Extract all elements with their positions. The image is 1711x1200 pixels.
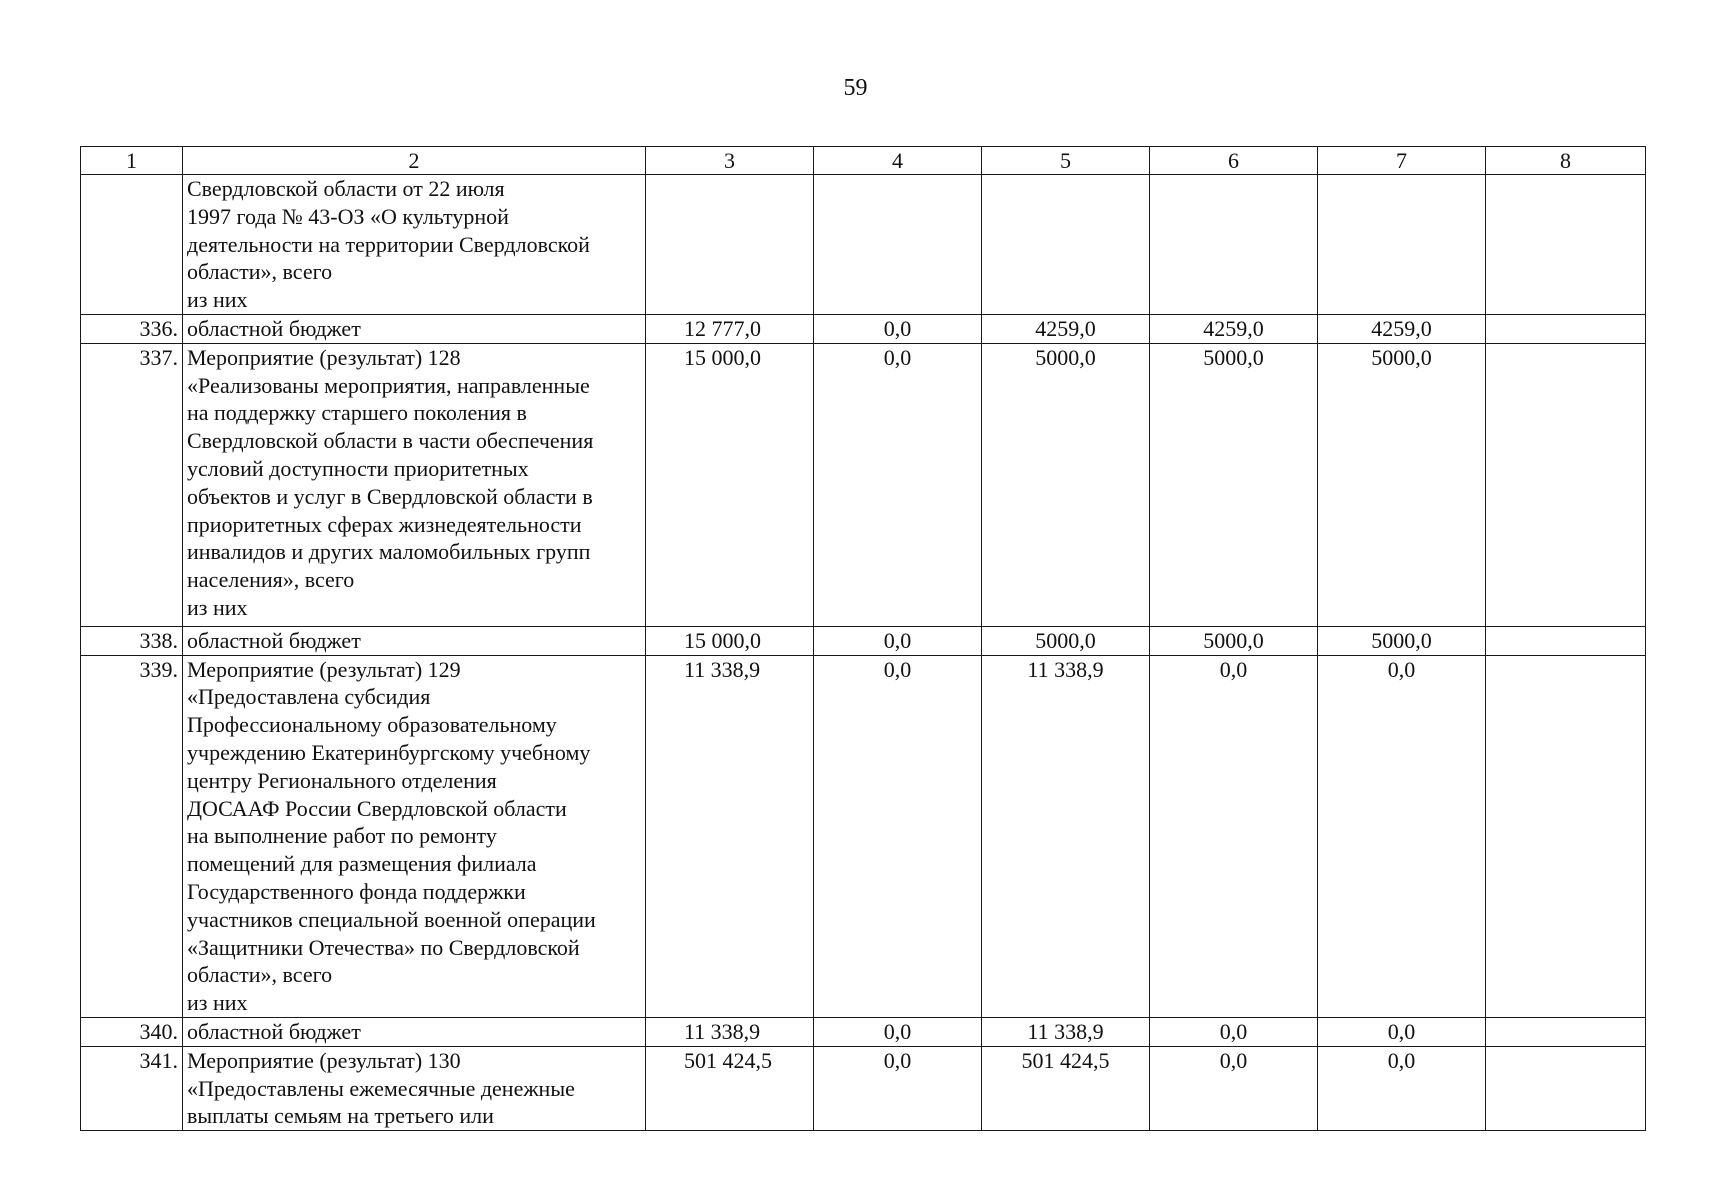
row-value-col7-cell — [1318, 175, 1486, 315]
row-value-col6-cell — [1150, 175, 1318, 315]
row-value-col7-cell: 0,0 — [1318, 655, 1486, 1017]
row-value-col8-cell — [1486, 626, 1646, 655]
row-value-col6-cell: 0,0 — [1150, 1046, 1318, 1130]
row-value-col6-cell: 4259,0 — [1150, 315, 1318, 344]
row-value-col5-cell: 4259,0 — [982, 315, 1150, 344]
row-value-col8-cell — [1486, 1046, 1646, 1130]
row-value-col4-cell: 0,0 — [814, 626, 982, 655]
row-number-cell: 340. — [81, 1017, 183, 1046]
row-number-cell: 341. — [81, 1046, 183, 1130]
row-value-col5-cell: 11 338,9 — [982, 1017, 1150, 1046]
row-value-col4-cell: 0,0 — [814, 1017, 982, 1046]
page-number: 59 — [843, 75, 868, 101]
row-description-cell: Мероприятие (результат) 130 «Предоставлены ежемесячные денежные выплаты семьям на третьего или — [183, 1046, 646, 1130]
table-row — [81, 655, 1646, 1017]
row-value-col7-cell: 5000,0 — [1318, 343, 1486, 626]
header-cell-5: 5 — [982, 147, 1150, 175]
row-value-col7-cell: 4259,0 — [1318, 315, 1486, 344]
table-row — [81, 1046, 1646, 1130]
row-number-cell: 338. — [81, 626, 183, 655]
row-value-col5-cell: 5000,0 — [982, 343, 1150, 626]
header-row — [81, 147, 1646, 175]
row-value-col6-cell: 5000,0 — [1150, 343, 1318, 626]
row-number-cell — [81, 175, 183, 315]
row-value-col3-cell — [646, 175, 814, 315]
row-description-cell: Мероприятие (результат) 129 «Предоставлена субсидия Профессиональному образовательному учреждению Екатеринбургскому учебному центру Регионального отделения ДОСААФ России Свердловской области на выполнение работ по ремонту помещений для размещения филиала Государственного фонда поддержки участников специальной военной операции «Защитники Отечества» по Свердловской области», всего из них — [183, 655, 646, 1017]
row-description-cell: областной бюджет — [183, 1017, 646, 1046]
header-cell-6: 6 — [1150, 147, 1318, 175]
header-cell-4: 4 — [814, 147, 982, 175]
row-value-col4-cell: 0,0 — [814, 1046, 982, 1130]
row-value-col6-cell: 0,0 — [1150, 1017, 1318, 1046]
table-row — [81, 626, 1646, 655]
header-cell-1: 1 — [81, 147, 183, 175]
row-value-col4-cell — [814, 175, 982, 315]
row-number-cell: 339. — [81, 655, 183, 1017]
row-value-col3-cell: 15 000,0 — [646, 343, 814, 626]
table-body — [81, 175, 1646, 1131]
row-value-col8-cell — [1486, 655, 1646, 1017]
row-value-col6-cell: 5000,0 — [1150, 626, 1318, 655]
row-value-col7-cell: 0,0 — [1318, 1046, 1486, 1130]
header-cell-8: 8 — [1486, 147, 1646, 175]
row-value-col3-cell: 15 000,0 — [646, 626, 814, 655]
row-value-col4-cell: 0,0 — [814, 343, 982, 626]
row-value-col7-cell: 0,0 — [1318, 1017, 1486, 1046]
row-number-cell: 336. — [81, 315, 183, 344]
row-value-col8-cell — [1486, 1017, 1646, 1046]
row-value-col7-cell: 5000,0 — [1318, 626, 1486, 655]
row-value-col4-cell: 0,0 — [814, 315, 982, 344]
table-row — [81, 315, 1646, 344]
header-cell-7: 7 — [1318, 147, 1486, 175]
row-value-col3-cell: 501 424,5 — [646, 1046, 814, 1130]
row-value-col5-cell: 11 338,9 — [982, 655, 1150, 1017]
header-cell-3: 3 — [646, 147, 814, 175]
row-value-col5-cell: 5000,0 — [982, 626, 1150, 655]
row-value-col3-cell: 12 777,0 — [646, 315, 814, 344]
row-description-cell: Мероприятие (результат) 128 «Реализованы мероприятия, направленные на поддержку старшего поколения в Свердловской области в части обеспечения условий доступности приоритетных объектов и услуг в Свердловской области в приоритетных сферах жизнедеятельности инвалидов и других маломобильных групп населения», всего из них — [183, 343, 646, 626]
table-row — [81, 343, 1646, 626]
row-value-col5-cell — [982, 175, 1150, 315]
table-row — [81, 175, 1646, 315]
header-cell-2: 2 — [183, 147, 646, 175]
row-description-cell: областной бюджет — [183, 626, 646, 655]
row-number-cell: 337. — [81, 343, 183, 626]
row-description-cell: областной бюджет — [183, 315, 646, 344]
row-value-col8-cell — [1486, 343, 1646, 626]
row-value-col6-cell: 0,0 — [1150, 655, 1318, 1017]
row-description-cell: Свердловской области от 22 июля 1997 года № 43-ОЗ «О культурной деятельности на территории Свердловской области», всего из них — [183, 175, 646, 315]
row-value-col4-cell: 0,0 — [814, 655, 982, 1017]
row-value-col3-cell: 11 338,9 — [646, 1017, 814, 1046]
budget-table — [80, 146, 1646, 1131]
row-value-col8-cell — [1486, 175, 1646, 315]
row-value-col8-cell — [1486, 315, 1646, 344]
row-value-col3-cell: 11 338,9 — [646, 655, 814, 1017]
row-value-col5-cell: 501 424,5 — [982, 1046, 1150, 1130]
table-row — [81, 1017, 1646, 1046]
